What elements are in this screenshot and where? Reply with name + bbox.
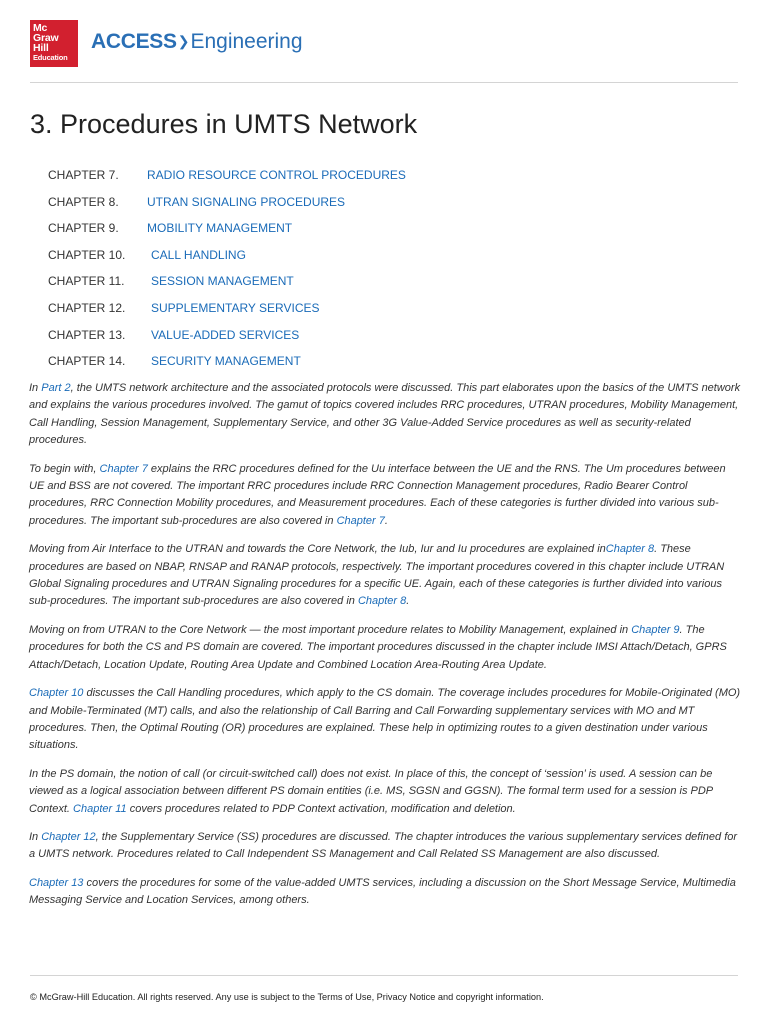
logo-line-4: Education [33,53,68,62]
text: , the Supplementary Service (SS) procedures are discussed. The chapter introduces the various supplementary services defined for a UMTS network. Procedures related to Call Independent SS Management and Call Related SS Management are also discussed. [29,830,738,861]
chapter-row [48,217,648,244]
chapter-12-link[interactable]: Chapter 12 [41,830,96,843]
chapter-link[interactable]: SECURITY MANAGEMENT [151,354,301,369]
chapter-number: CHAPTER 12. [48,300,126,315]
chapter-link[interactable]: CALL HANDLING [151,247,246,262]
chapter-number: CHAPTER 7. [48,168,119,182]
paragraph [29,766,741,818]
part-2-link[interactable]: Part 2 [41,382,71,394]
brand-access: ACCESS [91,30,177,53]
text: discusses the Call Handling procedures, which apply to the CS domain. The coverage includes procedures for Mobile-Originated (MO) and Mobile-Terminated (MT) calls, and also the relationship of Call Barring and Call Forwarding supplementary services with MO and MT procedures. Then, the Optimal Routing (OR) procedures are explained. These help in optimizing routes to a given destination under various situations. [29,687,741,752]
paragraph [29,622,741,674]
chapter-number: CHAPTER 13. [48,327,126,342]
chapter-8-link[interactable]: Chapter 8 [357,595,407,608]
chapter-7-link[interactable]: Chapter 7 [336,514,385,527]
chapter-number: CHAPTER 11. [48,274,125,289]
text: . These procedures are based on NBAP, RNSAP and RANAP protocols, respectively. The important procedures covered in this chapter include UTRAN Global Signaling procedures and UTRAN Signaling procedures for a specific UE. Again, each of these categories is further divided into various sub-procedures. The important sub-procedures are also covered in [29,543,725,608]
paragraph [29,829,741,864]
text: In [29,830,42,843]
chapter-number: CHAPTER 14. [48,354,126,369]
chapter-row [48,350,648,377]
chapter-list [48,164,648,377]
paragraph [29,685,741,755]
mcgraw-hill-logo[interactable] [30,20,78,67]
site-header [30,20,738,68]
chapter-row [48,324,648,351]
text: Moving on from UTRAN to the Core Network — the most important procedure relates to Mobility Management, explained in [29,623,632,636]
paragraph [29,380,741,450]
text: , the UMTS network architecture and the associated protocols were discussed. This part elaborates upon the basics of the UMTS network and explains the various procedures involved. The gamut of topics covered includes RRC procedures, UTRAN procedures, Mobility Management, Call Handling, Session Management, Supplementary Service, and other 3G Value-Added Service procedures as well as security-related procedures. [29,382,741,447]
chapter-link[interactable]: SUPPLEMENTARY SERVICES [151,300,320,315]
page-title: 3. Procedures in UMTS Network [30,109,418,139]
paragraph [29,875,741,910]
text: covers the procedures for some of the value-added UMTS services, including a discussion on the Short Message Service, Multimedia Messaging Service and Location Services, among others. [29,876,736,907]
logo-line-2: Graw [33,32,59,44]
text: . The procedures for both the CS and PS domain are covered. The important procedures discussed in the chapter include IMSI Attach/Detach, GPRS Attach/Detach, Location Update, Routing Area Update and Combined Location Area-Routing Area Update. [29,623,727,671]
chapter-9-link[interactable]: Chapter 9 [631,623,680,636]
chapter-link[interactable]: MOBILITY MANAGEMENT [147,221,293,236]
text: covers procedures related to PDP Context activation, modification and deletion. [126,802,516,815]
copyright-footer: © McGraw-Hill Education. All rights reserved. Any use is subject to the Terms of Use, Privacy Notice and copyright information. [30,992,544,1002]
text: To begin with, [29,462,100,475]
header-divider [30,82,738,83]
chapter-7-link[interactable]: Chapter 7 [99,462,148,475]
chapter-link[interactable]: VALUE-ADDED SERVICES [151,327,300,342]
chapter-row [48,297,648,324]
text: Moving from Air Interface to the UTRAN and towards the Core Network, the Iub, Iur and Iu procedures are explained in [29,543,606,556]
chapter-link[interactable]: RADIO RESOURCE CONTROL PROCEDURES [147,168,406,182]
footer-divider [30,975,738,976]
paragraph [29,461,741,531]
chapter-11-link[interactable]: Chapter 11 [73,802,127,815]
chapter-number: CHAPTER 8. [48,194,119,209]
text: In the PS domain, the notion of call (or circuit-switched call) does not exist. In place of this, the concept of ‘session’ is used. A session can be viewed as a logical association between different PS domain entities (i.e. MS, SGSN and GGSN). The formal term used for a session is PDP Context. [29,767,713,815]
chapter-row [48,244,648,271]
chapter-link[interactable]: UTRAN SIGNALING PROCEDURES [147,194,346,209]
chapter-8-link[interactable]: Chapter 8 [605,543,655,556]
chapter-link[interactable]: SESSION MANAGEMENT [151,274,294,289]
chapter-number: CHAPTER 10. [48,247,126,262]
paragraph [29,541,741,611]
part-introduction [29,380,741,921]
chapter-row [48,270,648,297]
chapter-13-link[interactable]: Chapter 13 [29,876,84,889]
brand-arrow-icon: ❯ [177,33,190,49]
access-engineering-brand[interactable] [91,30,303,55]
chapter-row [48,164,648,191]
brand-engineering: Engineering [190,30,303,53]
text: explains the RRC procedures defined for the Uu interface between the UE and the RNS. The Um procedures between UE and BSS are not covered. The important RRC procedures include RRC Connection Management procedures, Radio Bearer Control procedures, RRC Connection Mobility procedures, and Measurement procedures. Each of these categories is further divided into various sub-procedures. The important sub-procedures are also covered in [29,462,726,527]
logo-line-1: Mc [33,22,48,34]
text: In [29,382,42,394]
chapter-10-link[interactable]: Chapter 10 [29,687,84,700]
logo-line-3: Hill [33,42,49,54]
chapter-row [48,191,648,218]
chapter-number: CHAPTER 9. [48,221,119,236]
text: . [384,514,388,527]
text: . [406,595,410,608]
